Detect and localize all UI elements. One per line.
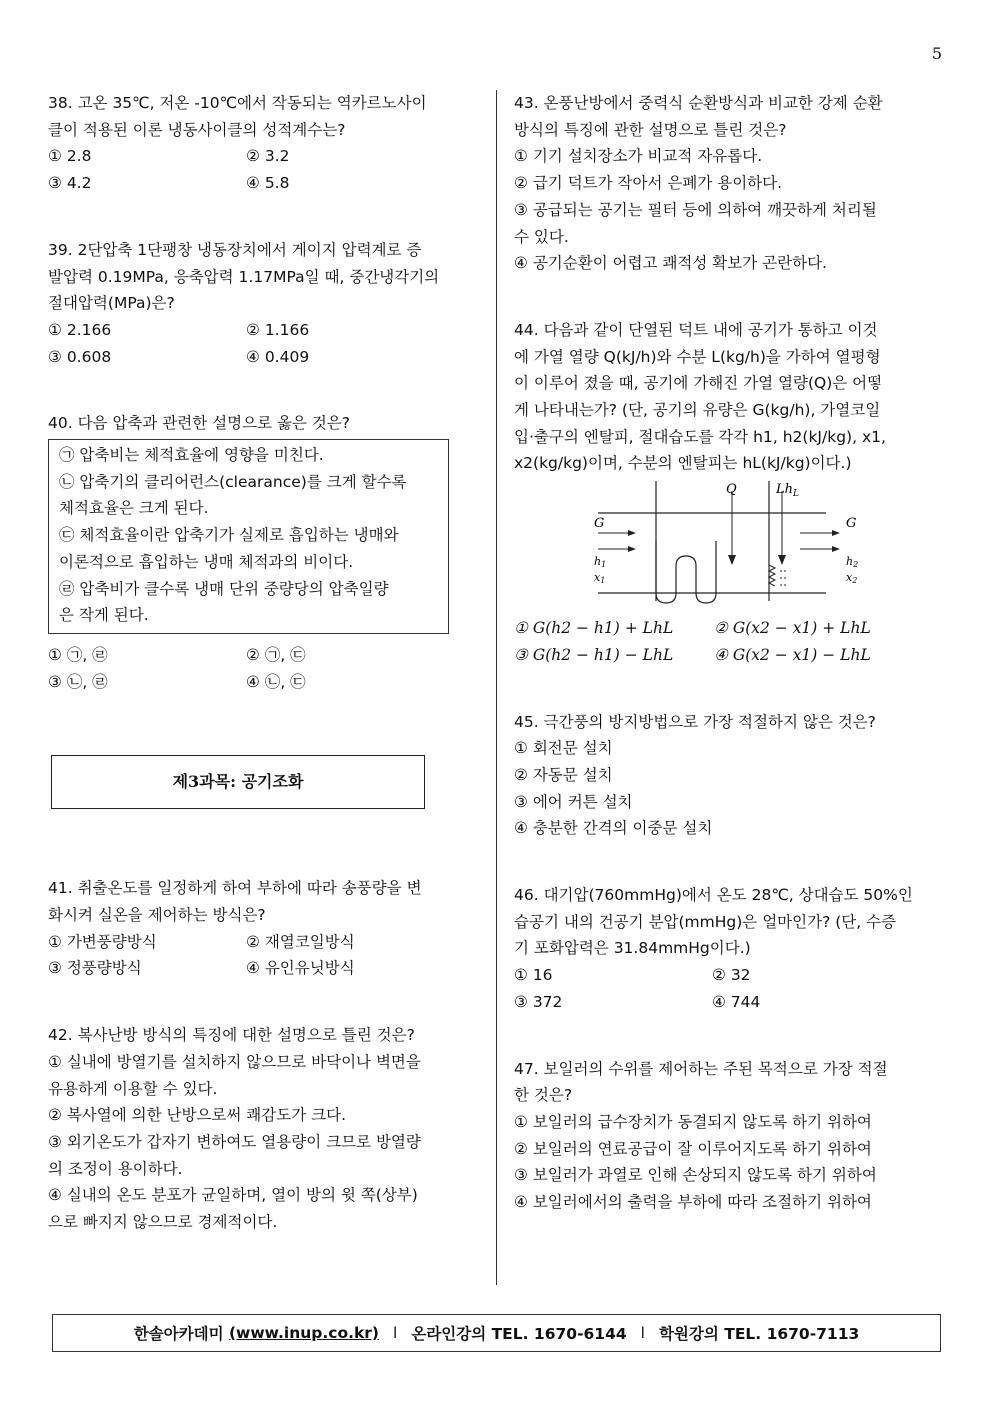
svg-text:x1	[594, 571, 605, 585]
label-h2-sub: 2	[853, 560, 859, 570]
question-text: 38. 고온 35℃, 저온 -10℃에서 작동되는 역카르노사이	[48, 94, 427, 112]
question-42	[48, 1022, 478, 1236]
question-text: 이 이루어 졌을 때, 공기에 가해진 가열 열량(Q)은 어떻	[514, 374, 883, 393]
label-q: Q	[726, 482, 737, 498]
answer-line: ③ 외기온도가 갑자기 변하여도 열용량이 크므로 방열량	[48, 1132, 421, 1151]
option-3: ③ ㉡, ㉣	[48, 672, 108, 691]
answer-options	[514, 962, 944, 1015]
label-x1: x	[594, 571, 601, 585]
question-44	[514, 317, 944, 669]
statement: 은 작게 된다.	[59, 606, 149, 625]
statement: ㉠ 압축비는 체적효율에 영향을 미친다.	[59, 446, 324, 465]
option-1: ① 16	[514, 966, 553, 985]
option-1: ① G(h2 − h1) + LhL	[514, 619, 674, 638]
answer-line: ④ 보일러에서의 출력을 부하에 따라 조절하기 위하여	[514, 1193, 872, 1212]
label-lh-sub: L	[793, 489, 799, 500]
label-h1-sub: 1	[601, 560, 607, 570]
question-text: 43. 온풍난방에서 중력식 순환방식과 비교한 강제 순환	[514, 94, 883, 112]
option-2: ② 1.166	[246, 320, 310, 339]
column-divider	[496, 90, 497, 1285]
option-1: ① ㉠, ㉣	[48, 645, 108, 664]
question-text: 절대압력(MPa)은?	[48, 294, 175, 313]
answer-line: ② 복사열에 의한 난방으로써 쾌감도가 크다.	[48, 1106, 346, 1125]
answer-line: 유용하게 이용할 수 있다.	[48, 1079, 218, 1098]
question-text: 44. 다음과 같이 단열된 덕트 내에 공기가 통하고 이것	[514, 320, 878, 339]
option-3: ③ 정풍량방식	[48, 959, 142, 978]
question-text: 발압력 0.19MPa, 응축압력 1.17MPa일 때, 중간냉각기의	[48, 267, 440, 286]
answer-line: ② 보일러의 연료공급이 잘 이루어지도록 하기 위하여	[514, 1139, 872, 1158]
option-3: ③ 372	[514, 992, 563, 1011]
question-text: 46. 대기압(760mmHg)에서 온도 28℃, 상대습도 50%인	[514, 886, 913, 905]
answer-line: ③ 보일러가 과열로 인해 손상되지 않도록 하기 위하여	[514, 1166, 877, 1185]
question-40	[48, 410, 478, 695]
option-1: ① 2.166	[48, 320, 112, 339]
website-link[interactable]: (www.inup.co.kr)	[228, 1324, 380, 1342]
answer-line: ④ 충분한 간격의 이중문 설치	[514, 819, 713, 838]
question-text: 45. 극간풍의 방지방법으로 가장 적절하지 않은 것은?	[514, 712, 876, 731]
option-3: ③ G(h2 − h1) − LhL	[514, 645, 674, 664]
footer-banner	[52, 1314, 941, 1352]
question-47	[514, 1056, 944, 1216]
statement: ㉣ 압축비가 클수록 냉매 단위 중량당의 압축일량	[59, 579, 389, 598]
option-1: ① 2.8	[48, 147, 92, 166]
question-46	[514, 882, 944, 1016]
option-4: ④ 0.409	[246, 347, 310, 366]
option-4: ④ G(x2 − x1) − LhL	[714, 645, 871, 664]
option-1: ① 가변풍량방식	[48, 932, 157, 951]
label-x1-sub: 1	[600, 576, 606, 586]
question-text: 40. 다음 압축과 관련한 설명으로 옳은 것은?	[48, 414, 351, 433]
question-text: 41. 취출온도를 일정하게 하여 부하에 따라 송풍량을 변	[48, 879, 422, 898]
statement: 이론적으로 흡입하는 냉매 체적과의 비이다.	[59, 552, 354, 571]
separator: l	[640, 1324, 645, 1342]
question-text: 입·출구의 엔탈피, 절대습도를 각각 h1, h2(kJ/kg), x1,	[514, 427, 886, 446]
question-text: 습공기 내의 건공기 분압(mmHg)은 얼마인가? (단, 수증	[514, 912, 897, 931]
question-text: 방식의 특징에 관한 설명으로 틀린 것은?	[514, 120, 787, 139]
question-text: 기 포화압력은 31.84mmHg이다.)	[514, 939, 751, 958]
duct-diagram	[514, 481, 944, 613]
svg-text:LhL	[775, 482, 799, 499]
question-text: 에 가열 열량 Q(kJ/h)와 수분 L(kg/h)을 가하여 열평형	[514, 347, 881, 366]
answer-line: ① 회전문 설치	[514, 739, 613, 758]
label-x2: x	[846, 571, 853, 585]
option-2: ② G(x2 − x1) + LhL	[714, 619, 871, 638]
answer-options	[48, 642, 478, 695]
question-text: 게 나타내는가? (단, 공기의 유량은 G(kg/h), 가열코일	[514, 401, 881, 420]
answer-options	[48, 929, 478, 982]
statement: ㉢ 체적효율이란 압축기가 실제로 흡입하는 냉매와	[59, 526, 399, 545]
statement-box	[48, 439, 449, 634]
question-text: 클이 적용된 이론 냉동사이클의 성적계수는?	[48, 120, 346, 139]
answer-line: ① 보일러의 급수장치가 동결되지 않도록 하기 위하여	[514, 1112, 872, 1131]
question-text: 39. 2단압축 1단팽창 냉동장치에서 게이지 압력계로 증	[48, 240, 422, 259]
answer-line: ① 실내에 방열기를 설치하지 않으므로 바닥이나 벽면을	[48, 1052, 421, 1071]
answer-options	[48, 317, 478, 370]
question-text: x2(kg/kg)이며, 수분의 엔탈피는 hL(kJ/kg)이다.)	[514, 454, 852, 473]
svg-text:x2	[846, 571, 857, 585]
answer-line: ② 급기 덕트가 작아서 은폐가 용이하다.	[514, 174, 783, 193]
option-3: ③ 4.2	[48, 174, 92, 193]
online-phone: 온라인강의 TEL. 1670-6144	[411, 1325, 627, 1343]
statement: ㉡ 압축기의 클리어런스(clearance)를 크게 할수록	[59, 472, 407, 491]
question-41	[48, 875, 478, 982]
label-x2-sub: 2	[852, 576, 858, 586]
separator: l	[393, 1324, 398, 1342]
label-h2: h	[846, 555, 854, 569]
answer-options	[48, 143, 478, 196]
option-3: ③ 0.608	[48, 347, 112, 366]
option-4: ④ 744	[712, 992, 761, 1011]
option-4: ④ ㉡, ㉢	[246, 672, 306, 691]
answer-options	[514, 615, 944, 668]
section-title: 제3과목: 공기조화	[51, 755, 425, 809]
answer-line: ④ 실내의 온도 분포가 균일하며, 열이 방의 윗 쪽(상부)	[48, 1186, 418, 1205]
label-g-out: G	[846, 516, 857, 532]
option-2: ② 32	[712, 966, 751, 985]
academy-name: 한솔아카데미	[133, 1325, 224, 1343]
question-38	[48, 90, 478, 197]
page-number: 5	[931, 44, 942, 63]
svg-text:h1	[594, 555, 606, 569]
label-h1: h	[594, 555, 602, 569]
option-2: ② ㉠, ㉢	[246, 645, 306, 664]
label-g-in: G	[594, 516, 605, 532]
statement: 체적효율은 크게 된다.	[59, 499, 209, 518]
question-43	[514, 90, 944, 277]
offline-phone: 학원강의 TEL. 1670-7113	[658, 1325, 860, 1343]
question-text: 한 것은?	[514, 1086, 573, 1105]
question-39	[48, 237, 478, 371]
label-lh: Lh	[776, 482, 794, 498]
answer-line: ① 기기 설치장소가 비교적 자유롭다.	[514, 147, 763, 166]
left-column	[48, 90, 478, 1236]
answer-line: 으로 빠지지 않으므로 경제적이다.	[48, 1213, 278, 1232]
answer-line: 의 조정이 용이하다.	[48, 1159, 183, 1178]
right-column	[514, 90, 944, 1216]
option-2: ② 3.2	[246, 147, 290, 166]
answer-line: ③ 에어 커튼 설치	[514, 792, 633, 811]
question-text: 42. 복사난방 방식의 특징에 대한 설명으로 틀린 것은?	[48, 1026, 415, 1045]
option-4: ④ 5.8	[246, 174, 290, 193]
question-45	[514, 709, 944, 843]
option-4: ④ 유인유닛방식	[246, 959, 355, 978]
answer-line: ③ 공급되는 공기는 필터 등에 의하여 깨끗하게 처리될	[514, 200, 877, 219]
answer-line: ④ 공기순환이 어렵고 쾌적성 확보가 곤란하다.	[514, 254, 827, 273]
answer-line: 수 있다.	[514, 227, 569, 246]
question-text: 47. 보일러의 수위를 제어하는 주된 목적으로 가장 적절	[514, 1059, 888, 1078]
question-text: 화시켜 실온을 제어하는 방식은?	[48, 906, 266, 925]
answer-line: ② 자동문 설치	[514, 765, 613, 784]
option-2: ② 재열코일방식	[246, 932, 355, 951]
svg-text:h2	[846, 555, 858, 569]
